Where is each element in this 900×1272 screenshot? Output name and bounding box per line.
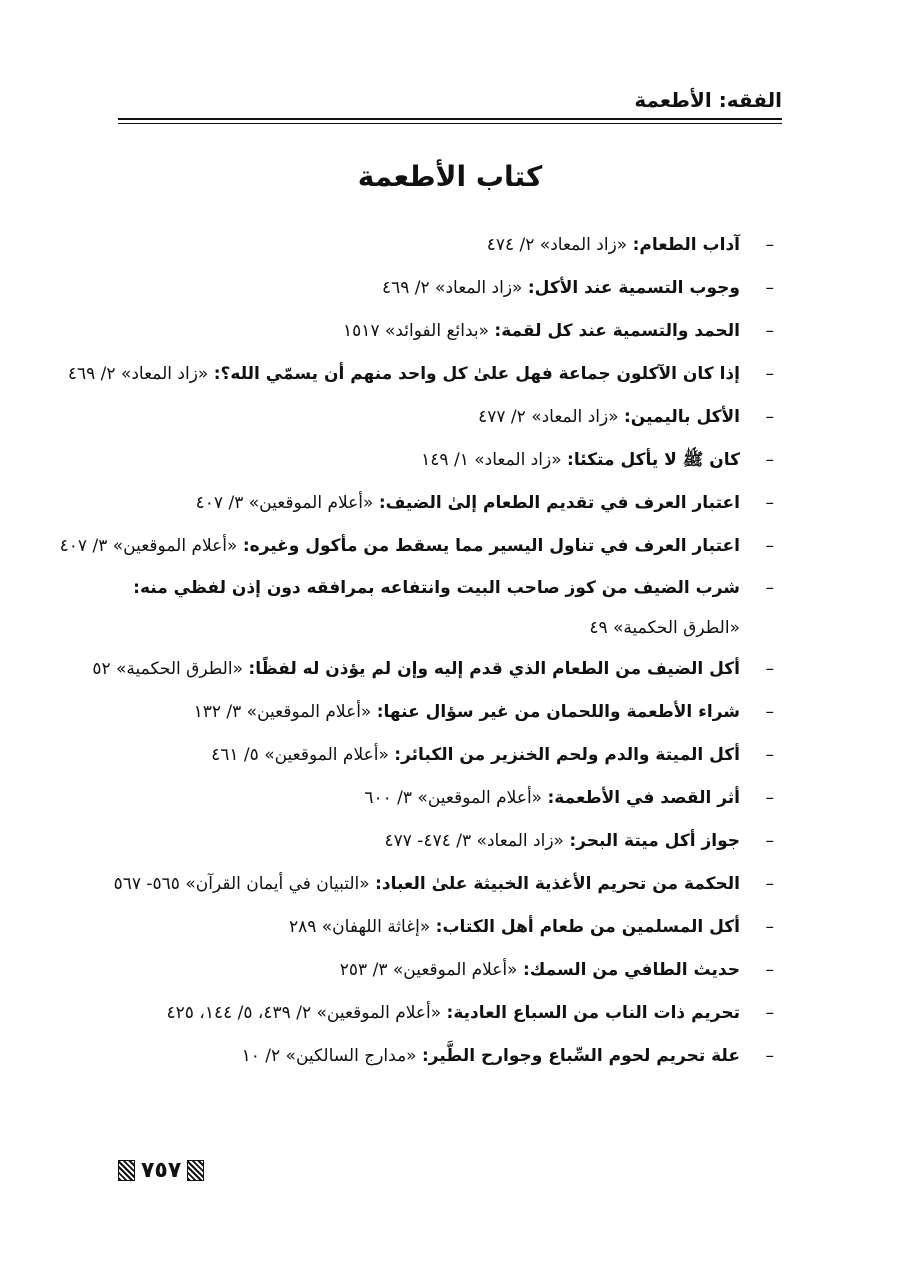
index-entry: – تحريم ذات الناب من السباع العادية: «أعلام الموقعين» ٢/ ٤٣٩، ٥/ ١٤٤، ٤٢٥ bbox=[166, 1003, 774, 1023]
running-head: الفقه: الأطعمة bbox=[634, 88, 782, 112]
index-entry: – كان ﷺ لا يأكل متكئا: «زاد المعاد» ١/ ١٤٩ bbox=[421, 450, 774, 470]
index-entry: – جواز أكل ميتة البحر: «زاد المعاد» ٣/ ٤٧٤- ٤٧٧ bbox=[384, 831, 774, 851]
index-entry: – اعتبار العرف في تقديم الطعام إلىٰ الضيف: «أعلام الموقعين» ٣/ ٤٠٧ bbox=[195, 493, 774, 513]
index-entry: – الحكمة من تحريم الأغذية الخبيثة علىٰ العباد: «التبيان في أيمان القرآن» ٥٦٥- ٥٦٧ bbox=[113, 874, 774, 894]
index-entry: – أكل الميتة والدم ولحم الخنزير من الكبائر: «أعلام الموقعين» ٥/ ٤٦١ bbox=[211, 745, 774, 765]
ornament-icon bbox=[187, 1160, 204, 1181]
index-entry: – أكل الضيف من الطعام الذي قدم إليه وإن لم يؤذن له لفظًا: «الطرق الحكمية» ٥٢ bbox=[92, 659, 774, 679]
header-rule-thin bbox=[118, 123, 782, 124]
page-footer bbox=[118, 1158, 204, 1183]
index-entry: – شراء الأطعمة واللحمان من غير سؤال عنها: «أعلام الموقعين» ٣/ ١٣٢ bbox=[193, 702, 774, 722]
index-entry: – إذا كان الآكلون جماعة فهل علىٰ كل واحد منهم أن يسمّي الله؟: «زاد المعاد» ٢/ ٤٦٩ bbox=[67, 364, 774, 384]
ornament-icon bbox=[118, 1160, 135, 1181]
index-entry: – أكل المسلمين من طعام أهل الكتاب: «إغاثة اللهفان» ٢٨٩ bbox=[288, 917, 774, 937]
page-number: ٧٥٧ bbox=[141, 1158, 182, 1183]
index-entry: – اعتبار العرف في تناول اليسير مما يسقط من مأكول وغيره: «أعلام الموقعين» ٣/ ٤٠٧ bbox=[59, 536, 774, 556]
index-entry: – الأكل باليمين: «زاد المعاد» ٢/ ٤٧٧ bbox=[478, 407, 774, 427]
index-entry: – حديث الطافي من السمك: «أعلام الموقعين» ٣/ ٢٥٣ bbox=[339, 960, 774, 980]
chapter-title: كتاب الأطعمة bbox=[357, 160, 543, 193]
index-entry: – الحمد والتسمية عند كل لقمة: «بدائع الفوائد» ١٥١٧ bbox=[343, 321, 774, 341]
index-entry: – وجوب التسمية عند الأكل: «زاد المعاد» ٢/ ٤٦٩ bbox=[381, 278, 774, 298]
index-entry: – شرب الضيف من كوز صاحب البيت وانتفاعه بمرافقه دون إذن لفظي منه: «الطرق الحكمية» ٤٩ bbox=[133, 578, 774, 638]
index-entry: – أثر القصد في الأطعمة: «أعلام الموقعين» ٣/ ٦٠٠ bbox=[364, 788, 774, 808]
header-rule bbox=[118, 118, 782, 120]
index-entry: – علة تحريم لحوم السِّباع وجوارح الطَّير: «مدارج السالكين» ٢/ ١٠ bbox=[241, 1046, 774, 1066]
topic-index-list bbox=[59, 224, 782, 1078]
index-entry: – آداب الطعام: «زاد المعاد» ٢/ ٤٧٤ bbox=[486, 235, 774, 255]
